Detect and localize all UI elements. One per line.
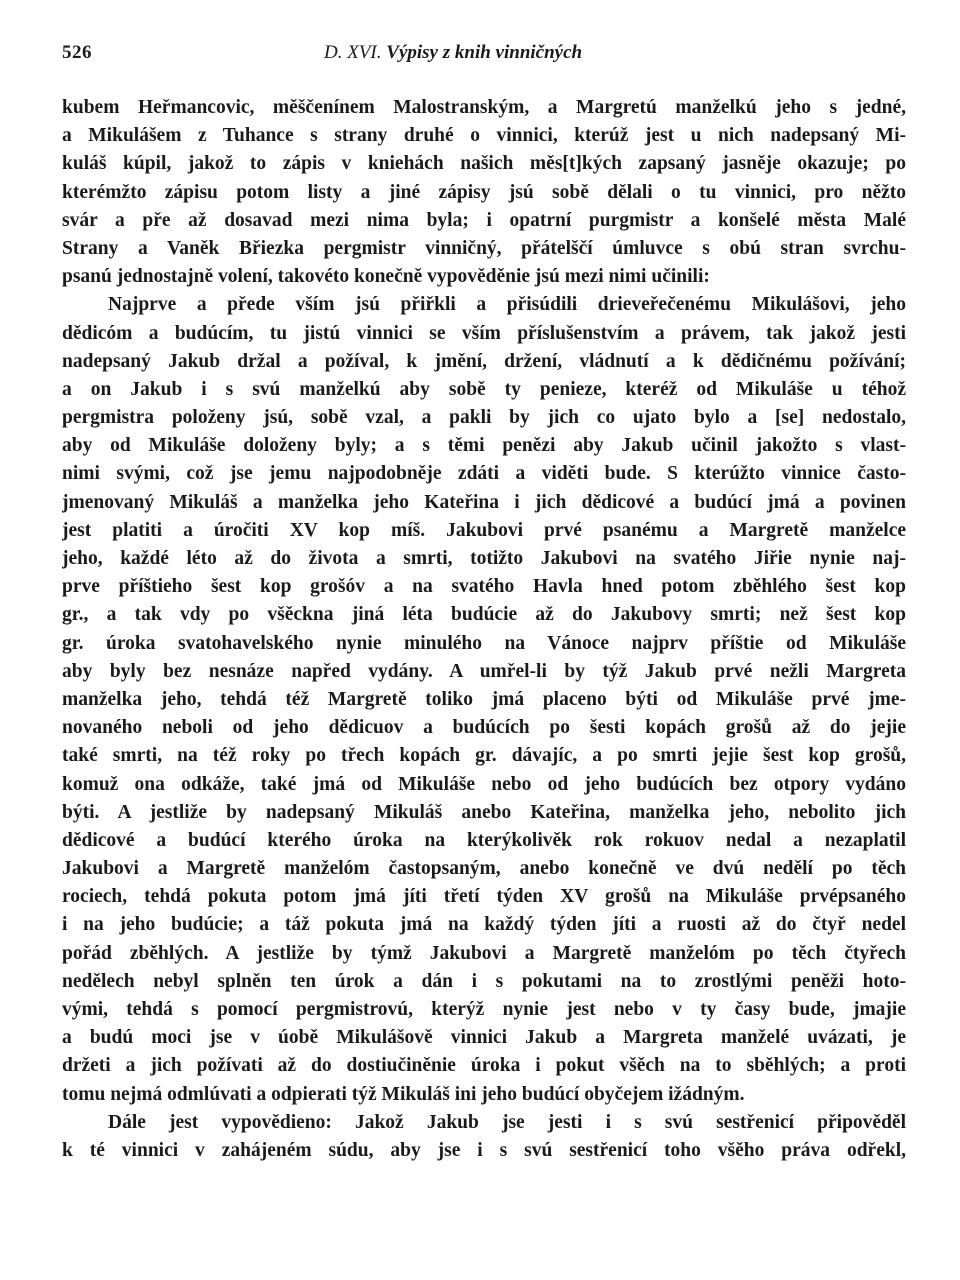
- text-line: Strany a Vaněk Břiezka pergmistr vinničný, přátelščí úmluvce s obú stran svrchu-: [62, 237, 906, 259]
- running-head: [324, 42, 582, 64]
- text-line: gr., a tak vdy po všěckna jiná léta budúcie až do Jakubovy smrti; než šest kop: [62, 604, 906, 626]
- running-head-prefix: D. XVI.: [324, 42, 382, 63]
- text-line: i na jeho budúcie; a táž pokuta jmá na každý týden jíti a ruosti až do čtyř nedel: [62, 914, 906, 936]
- text-line: nimi svými, což jse jemu najpodobněje zdáti a viděti bude. S kterúžto vinnice často-: [62, 463, 906, 485]
- text-line: nedělech nebyl splněn ten úrok a dán i s pokutami na to zrostlými peněži hoto-: [62, 970, 906, 992]
- text-line: tomu nejmá odmlúvati a odpierati týž Mikuláš ini jeho budúcí obyčejem ižádným.: [62, 1083, 745, 1105]
- text-line: aby byly bez nesnáze napřed vydány. A umřel-li by týž Jakub prvé nežli Margreta: [62, 660, 906, 682]
- text-line: vými, tehdá s pomocí pergmistrovú, kterýž nynie jest nebo v ty časy bude, jmajie: [62, 999, 906, 1020]
- text-line: jmenovaný Mikuláš a manželka jeho Kateřina i jich dědicové a budúcí jmá a povinen: [62, 491, 906, 513]
- text-line: svár a pře až dosavad mezi nima byla; i opatrní purgmistr a konšelé města Malé: [62, 209, 906, 231]
- text-line: dědicóm a budúcím, tu jistú vinnici se vším příslušenstvím a právem, tak jakož jesti: [62, 322, 906, 344]
- text-line: jest platiti a úročiti XV kop míš. Jakubovi prvé psanému a Margretě manželce: [62, 519, 906, 541]
- body-text: [62, 94, 906, 1165]
- text-line: nadepsaný Jakub držal a požíval, k jmění, držení, vládnutí a k dědičnému požívání;: [62, 350, 906, 372]
- text-line: pořád zběhlých. A jestliže by týmž Jakubovi a Margretě manželóm po těch čtyřech: [62, 942, 906, 964]
- text-line: také smrti, na též roky po třech kopách gr. dávajíc, a po smrti jejie šest kop grošů,: [62, 745, 906, 767]
- text-line: dědicové a budúcí kterého úroka na kterýkolivěk rok rokuov nedal a nezaplatil: [62, 829, 906, 851]
- text-line: aby od Mikuláše doloženy byly; a s těmi penězi aby Jakub učinil jakožto s vlast-: [62, 435, 906, 457]
- text-line: kubem Heřmancovic, měščenínem Malostranským, a Margretú manželkú jeho s jedné,: [62, 97, 906, 118]
- paragraph-start-line: Najprve a přede vším jsú přiřkli a přisúdili drieveřečenému Mikulášovi, jeho: [108, 294, 906, 316]
- text-line: komuž ona odkáže, také jmá od Mikuláše nebo od jeho budúcích bez otpory vydáno: [62, 773, 906, 795]
- text-line: býti. A jestliže by nadepsaný Mikuláš anebo Kateřina, manželka jeho, nebolito jich: [62, 801, 906, 823]
- text-line: držeti a jich požívati až do dostiučiněnie úroka i pokut všěch na to sběhlých; a proti: [62, 1055, 906, 1077]
- running-head-title: Výpisy z knih vinničných: [386, 42, 583, 63]
- text-line: psanú jednostajně volení, takovéto konečně vypověděnie jsú mezi nimi učinili:: [62, 266, 710, 288]
- text-line: a Mikulášem z Tuhance s strany druhé o vinnici, kterúž jest u nich nadepsaný Mi-: [62, 125, 906, 147]
- text-line: kuláš kúpil, jakož to zápis v kniehách našich měs[t]kých zapsaný jasněje okazuje; po: [62, 153, 906, 175]
- text-line: k té vinnici v zahájeném súdu, aby jse i s svú sestřenicí toho všěho práva odřekl,: [62, 1139, 906, 1161]
- text-line: Jakubovi a Margretě manželóm častopsaným, anebo konečně ve dvú nedělí po těch: [62, 858, 906, 880]
- text-line: a on Jakub i s svú manželkú aby sobě ty penieze, kteréž od Mikuláše u téhož: [62, 378, 906, 400]
- paragraph-start-line: Dále jest vypovědieno: Jakož Jakub jse jesti i s svú sestřenicí připověděl: [108, 1111, 906, 1133]
- text-line: gr. úroka svatohavelského nynie minulého na Vánoce najprv příštie od Mikuláše: [62, 632, 906, 654]
- text-line: pergmistra položeny jsú, sobě vzal, a pakli by jich co ujato bylo a [se] nedostalo,: [62, 407, 906, 429]
- page-number: 526: [62, 42, 92, 63]
- text-line: prve příštieho šest kop grošóv a na svatého Havla hned potom zběhlého šest kop: [62, 576, 906, 598]
- text-line: a budú moci jse v úobě Mikulášově vinnici Jakub a Margreta manželé uvázati, je: [62, 1027, 906, 1049]
- text-line: rociech, tehdá pokuta potom jmá jíti třetí týden XV grošů na Mikuláše prvépsaného: [62, 886, 906, 908]
- text-line: manželka jeho, tehdá též Margretě toliko jmá placeno býti od Mikuláše prvé jme-: [62, 688, 906, 710]
- text-line: jeho, každé léto až do života a smrti, totižto Jakubovi na svatého Jiřie nynie naj-: [62, 548, 906, 569]
- text-line: novaného neboli od jeho dědicuov a budúcích po šesti kopách grošů až do jejie: [62, 717, 906, 739]
- page-header: [62, 42, 904, 72]
- text-line: kterémžto zápisu potom listy a jiné zápisy jsú sobě dělali o tu vinnici, pro něžto: [62, 181, 906, 203]
